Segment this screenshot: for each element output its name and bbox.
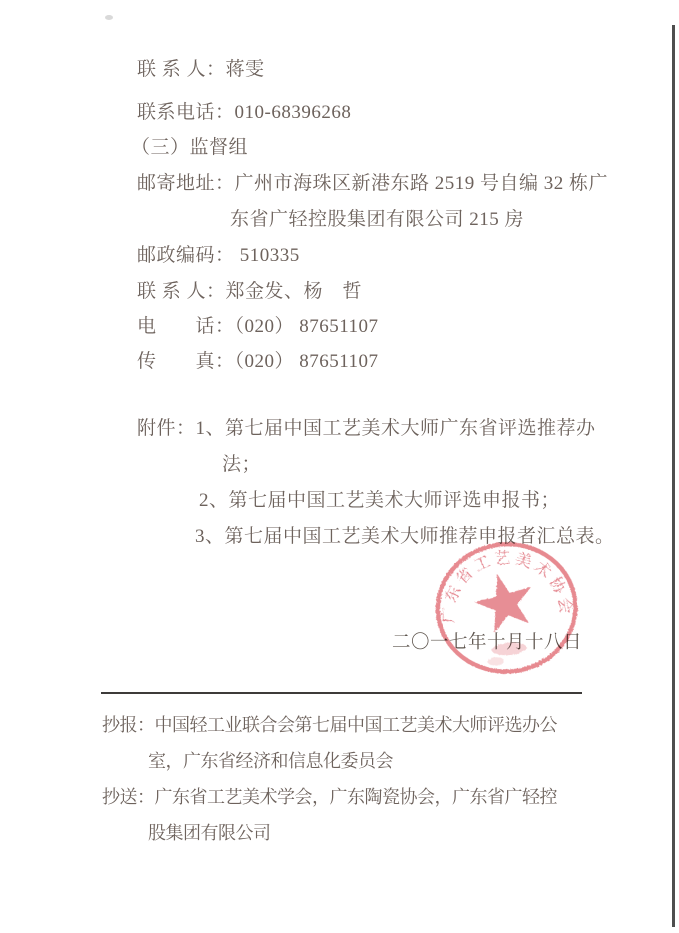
- contact-name-line: 联 系 人：蒋雯: [137, 59, 265, 80]
- seal-arc-text: 广东省工艺美术协会: [440, 549, 575, 624]
- date-line: 二〇一七年十月十八日: [392, 633, 583, 653]
- attachment-line-1: 附件：1、第七届中国工艺美术大师广东省评选推荐办: [137, 418, 596, 439]
- contact-phone-line: 联系电话：010-68396268: [137, 102, 352, 123]
- seal-star: [469, 567, 540, 636]
- scan-speck: [105, 15, 113, 20]
- attachment-line-3: 2、第七届中国工艺美术大师评选申报书；: [199, 490, 561, 511]
- section-heading: （三）监督组: [131, 137, 249, 158]
- contact-names-line: 联 系 人：郑金发、杨 哲: [137, 281, 363, 302]
- telephone-line: 电 话：（020） 87651107: [137, 316, 379, 337]
- scan-edge-line: [672, 25, 675, 927]
- copy-send-line-1: 抄送：广东省工艺美术学会，广东陶瓷协会，广东省广轻控: [102, 787, 557, 807]
- postal-code-line: 邮政编码： 510335: [137, 245, 300, 266]
- fax-line: 传 真：（020） 87651107: [137, 351, 379, 372]
- copy-send-line-2: 股集团有限公司: [148, 823, 271, 843]
- attachment-line-2: 法；: [222, 454, 262, 475]
- copy-report-line-1: 抄报：中国轻工业联合会第七届中国工艺美术大师评选办公: [102, 715, 557, 735]
- copy-report-line-2: 室，广东省经济和信息化委员会: [148, 751, 393, 771]
- footer-divider: [101, 692, 582, 694]
- address-line-2: 东省广轻控股集团有限公司 215 房: [230, 209, 525, 230]
- attachment-line-4: 3、第七届中国工艺美术大师推荐申报者汇总表。: [195, 526, 615, 547]
- seal-smudge-small: [487, 657, 504, 667]
- seal-smudge: [491, 641, 527, 656]
- address-line-1: 邮寄地址：广州市海珠区新港东路 2519 号自编 32 栋广: [137, 173, 609, 194]
- official-seal: [424, 534, 590, 691]
